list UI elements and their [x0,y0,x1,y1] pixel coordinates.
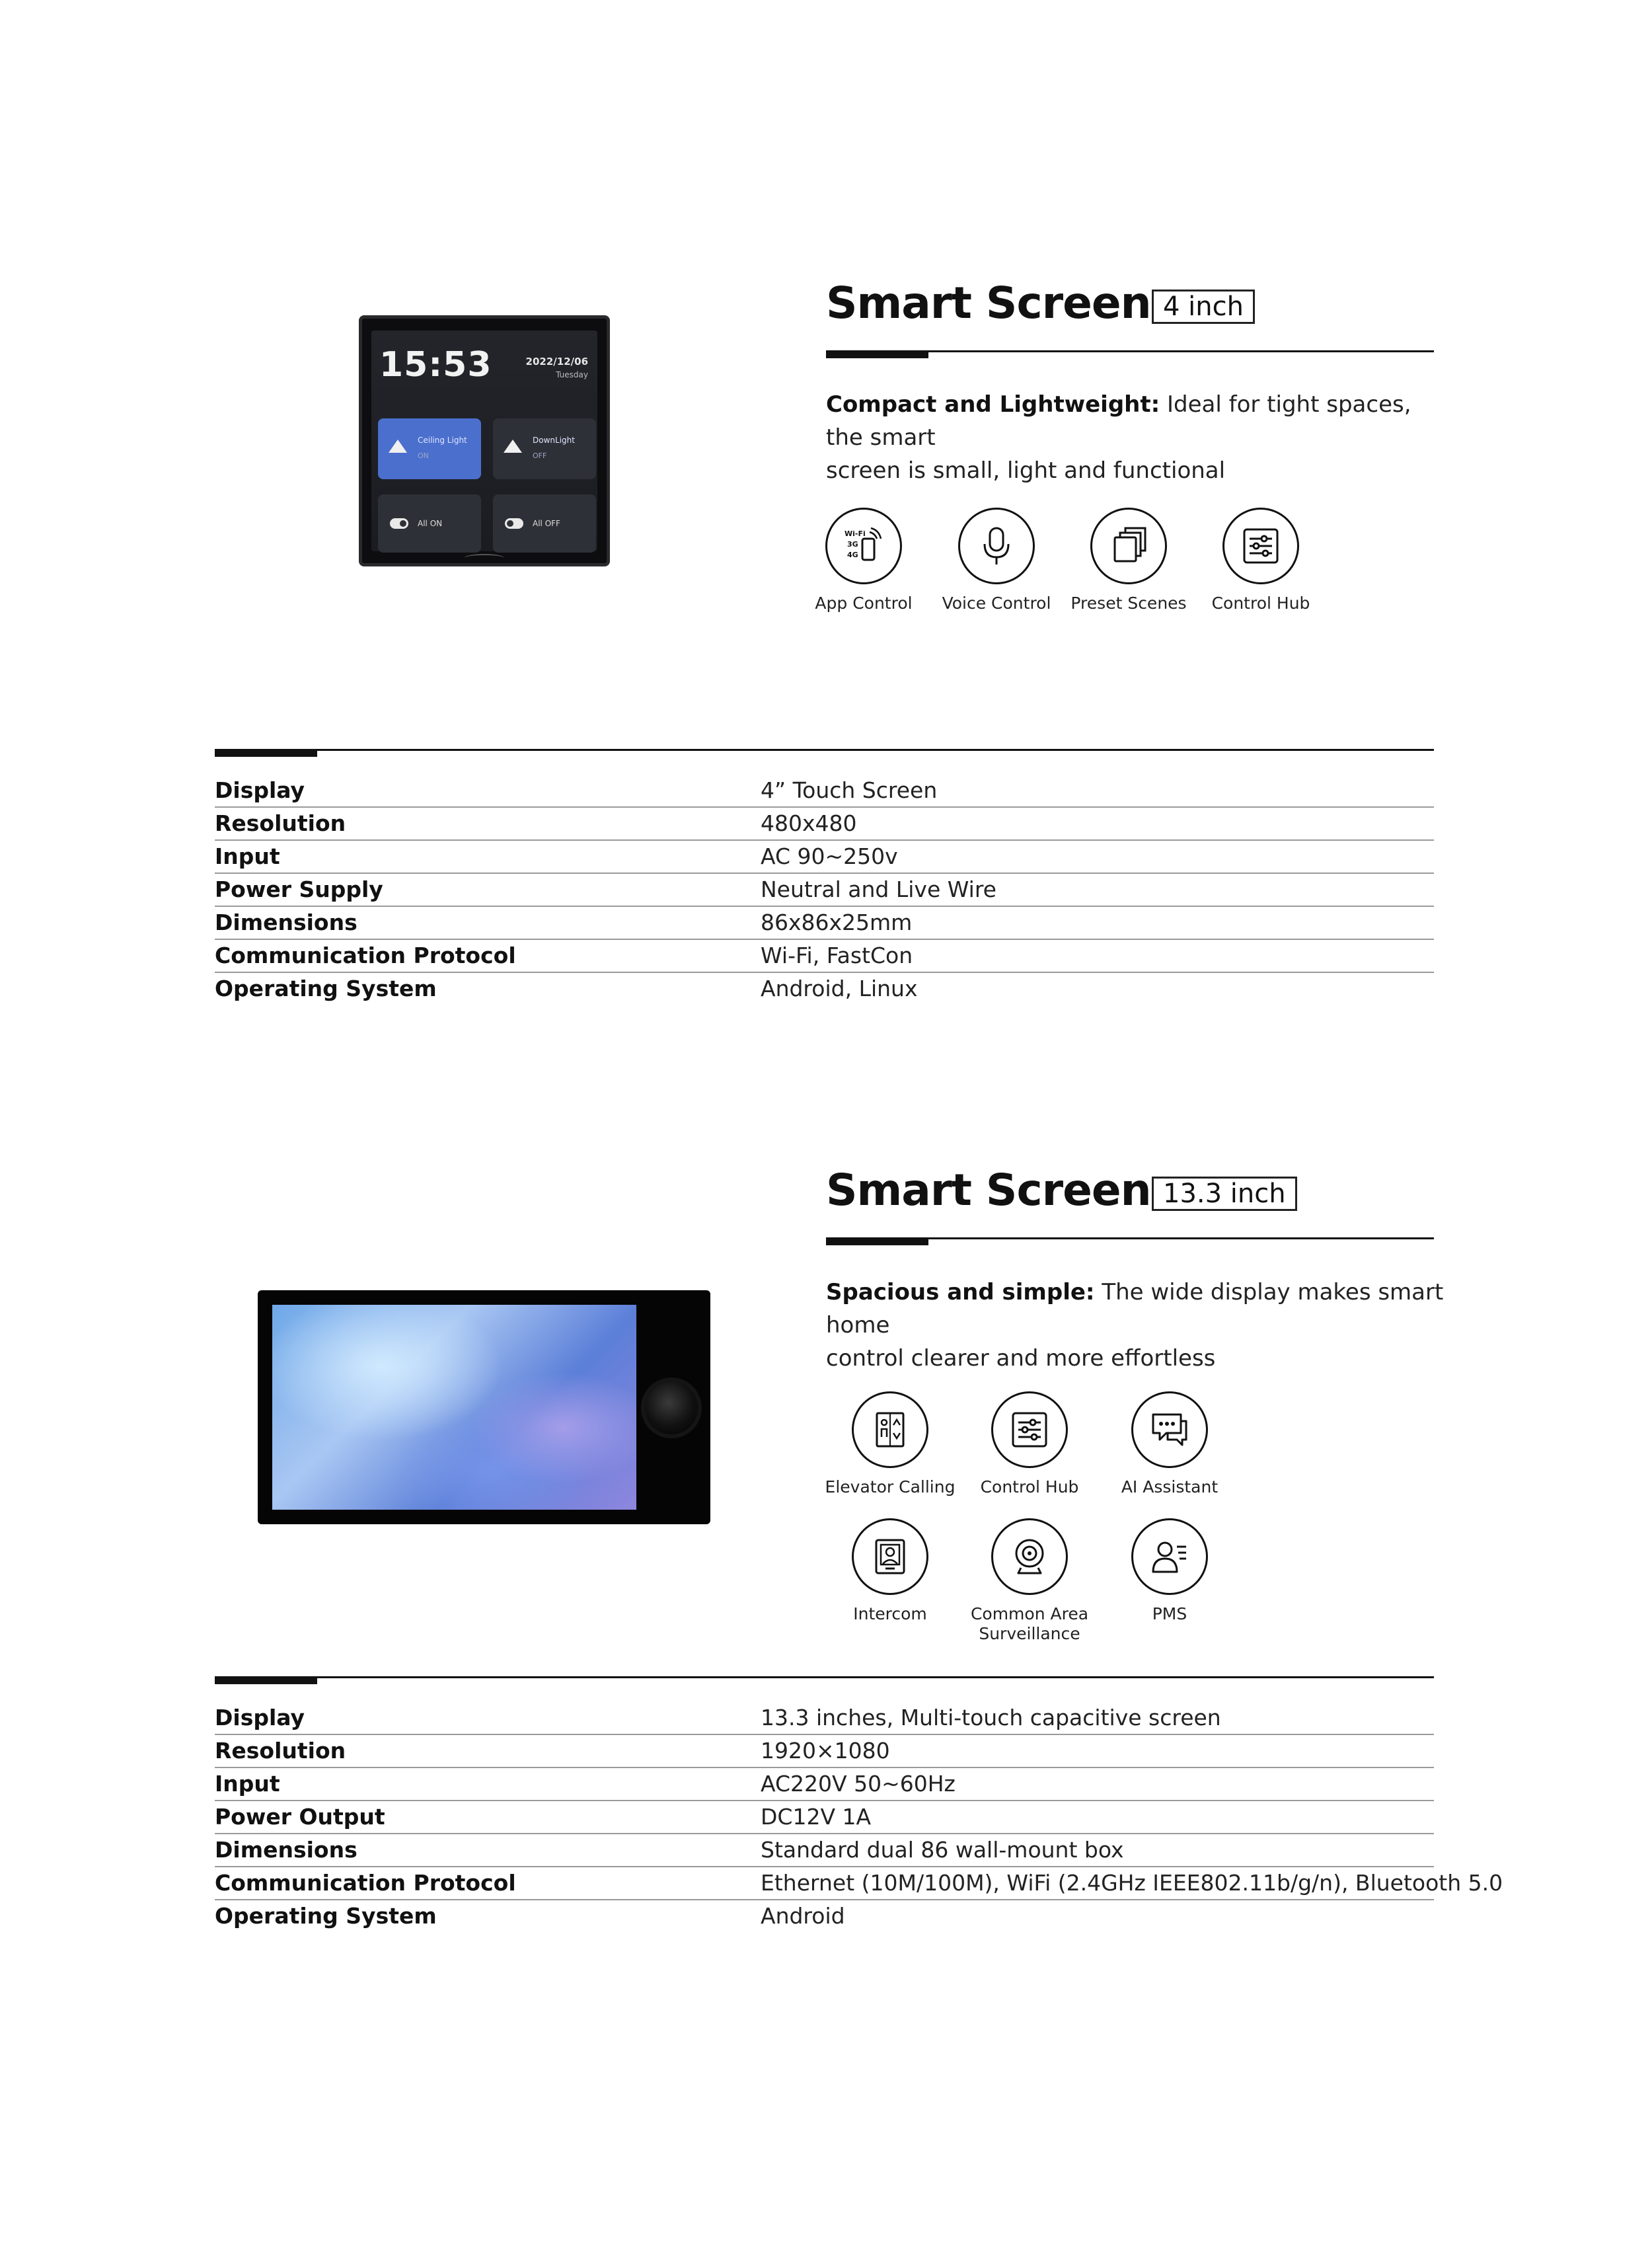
spec-row [215,806,1434,841]
spec-row [215,939,1434,973]
feature-pms [1094,1518,1246,1624]
feature-app-control [788,508,940,613]
feature-label: App Control [815,594,913,613]
description-text: Ideal for tight spaces, the smart [826,391,1411,451]
spec-key: Operating System [215,1903,437,1929]
device-tile-ceiling-light [378,418,481,479]
toggle-label: All ON [418,519,443,528]
feature-intercom [814,1518,966,1624]
spec-row [215,1734,1434,1768]
spec-key: Power Supply [215,876,383,902]
spec-table-rule-accent [215,1676,317,1684]
feature-label: Control Hub [1211,594,1310,613]
spec-row [215,773,1434,808]
description-text-2: screen is small, light and functional [826,457,1226,484]
wifi-phone-icon [825,508,902,584]
elevator-icon [852,1391,928,1468]
feature-voice-control [920,508,1072,613]
spec-key: Dimensions [215,1837,357,1863]
spec-value: Neutral and Live Wire [761,876,996,902]
device-screen [371,330,597,551]
spec-value: 86x86x25mm [761,910,913,935]
spec-row [215,906,1434,940]
feature-label: AI Assistant [1121,1477,1219,1496]
device-date: 2022/12/06 [525,356,588,368]
spec-key: Resolution [215,810,346,836]
product-description [826,388,1447,487]
spec-row [215,1866,1503,1900]
product-title: Smart Screen [826,1165,1151,1216]
product-image-4inch [359,315,610,566]
feature-elevator-calling [814,1391,966,1497]
device-toggle-all-on [378,494,481,553]
spec-table-rule [215,749,1434,751]
description-text: The wide display makes smart home [826,1279,1444,1338]
spec-value: Standard dual 86 wall-mount box [761,1837,1124,1863]
toggle-icon [505,518,523,529]
device-tile-downlight [493,418,596,479]
feature-control-hub [954,1391,1106,1497]
lamp-icon [389,440,407,453]
spec-row [215,1833,1434,1867]
spec-key: Display [215,777,305,803]
spec-row [215,1701,1434,1735]
device-knob [645,1381,698,1434]
feature-preset-scenes [1053,508,1205,613]
feature-label: Control Hub [980,1477,1079,1496]
toggle-label: All OFF [533,519,560,528]
spec-key: Resolution [215,1738,346,1764]
spec-key: Input [215,843,280,869]
device-screen [272,1305,636,1510]
description-lead: Spacious and simple: [826,1279,1095,1305]
feature-label: Common Area Surveillance [970,1604,1089,1643]
spec-value: Android [761,1903,845,1929]
description-text-2: control clearer and more effortless [826,1345,1216,1372]
spec-value: 1920×1080 [761,1738,890,1764]
spec-table-rule [215,1676,1434,1678]
spec-value: AC 90~250v [761,843,898,869]
microphone-icon [958,508,1035,584]
spec-row [215,1899,1434,1932]
spec-row [215,972,1434,1005]
description-lead: Compact and Lightweight: [826,391,1160,418]
device-clock: 15:53 [379,345,492,385]
feature-label: Preset Scenes [1070,594,1187,613]
device-toggle-all-off [493,494,596,553]
spec-key: Display [215,1705,305,1730]
spec-row [215,873,1434,907]
spec-row [215,839,1434,874]
size-tag: 4 inch [1152,290,1255,324]
spec-key: Communication Protocol [215,943,516,968]
title-rule-accent [826,350,928,358]
tile-state: OFF [533,451,547,460]
feature-label: Elevator Calling [825,1477,956,1496]
spec-key: Operating System [215,976,437,1001]
product-image-13-3inch [258,1290,710,1524]
size-tag: 13.3 inch [1152,1177,1297,1211]
svg-text:4G: 4G [847,551,858,559]
spec-value: AC220V 50~60Hz [761,1771,956,1797]
spec-value: 13.3 inches, Multi-touch capacitive screen [761,1705,1221,1730]
svg-text:3G: 3G [847,540,858,549]
device-bottom-notch [465,554,504,562]
spec-value: Wi-Fi, FastCon [761,943,913,968]
svg-text:Wi-Fi: Wi-Fi [845,529,866,538]
spec-value: Ethernet (10M/100M), WiFi (2.4GHz IEEE802.11b/g/n), Bluetooth 5.0 [761,1870,1503,1896]
feature-label: PMS [1152,1604,1187,1623]
intercom-icon [852,1518,928,1595]
spec-key: Dimensions [215,910,357,935]
spec-key: Communication Protocol [215,1870,516,1896]
spec-value: Android, Linux [761,976,918,1001]
toggle-icon [390,518,408,529]
spec-key: Power Output [215,1804,385,1830]
product-description [826,1276,1447,1375]
spec-table-rule-accent [215,749,317,757]
chat-bubble-icon [1131,1391,1208,1468]
stacked-screens-icon [1090,508,1167,584]
spec-row [215,1767,1434,1801]
title-rule-accent [826,1237,928,1245]
lamp-icon [504,440,522,453]
sliders-icon [1222,508,1299,584]
feature-common-area-surveillance [954,1518,1106,1644]
person-list-icon [1131,1518,1208,1595]
feature-label: Voice Control [942,594,1051,613]
tile-label: DownLight [533,436,575,445]
spec-row [215,1800,1434,1834]
spec-value: 4” Touch Screen [761,777,938,803]
device-day: Tuesday [556,370,588,379]
product-title: Smart Screen [826,278,1151,329]
feature-label: Intercom [853,1604,927,1623]
spec-value: 480x480 [761,810,857,836]
feature-control-hub [1185,508,1337,613]
camera-icon [991,1518,1068,1595]
tile-label: Ceiling Light [418,436,467,445]
feature-ai-assistant [1094,1391,1246,1497]
spec-value: DC12V 1A [761,1804,872,1830]
tile-state: ON [418,451,429,460]
spec-key: Input [215,1771,280,1797]
sliders-icon [991,1391,1068,1468]
